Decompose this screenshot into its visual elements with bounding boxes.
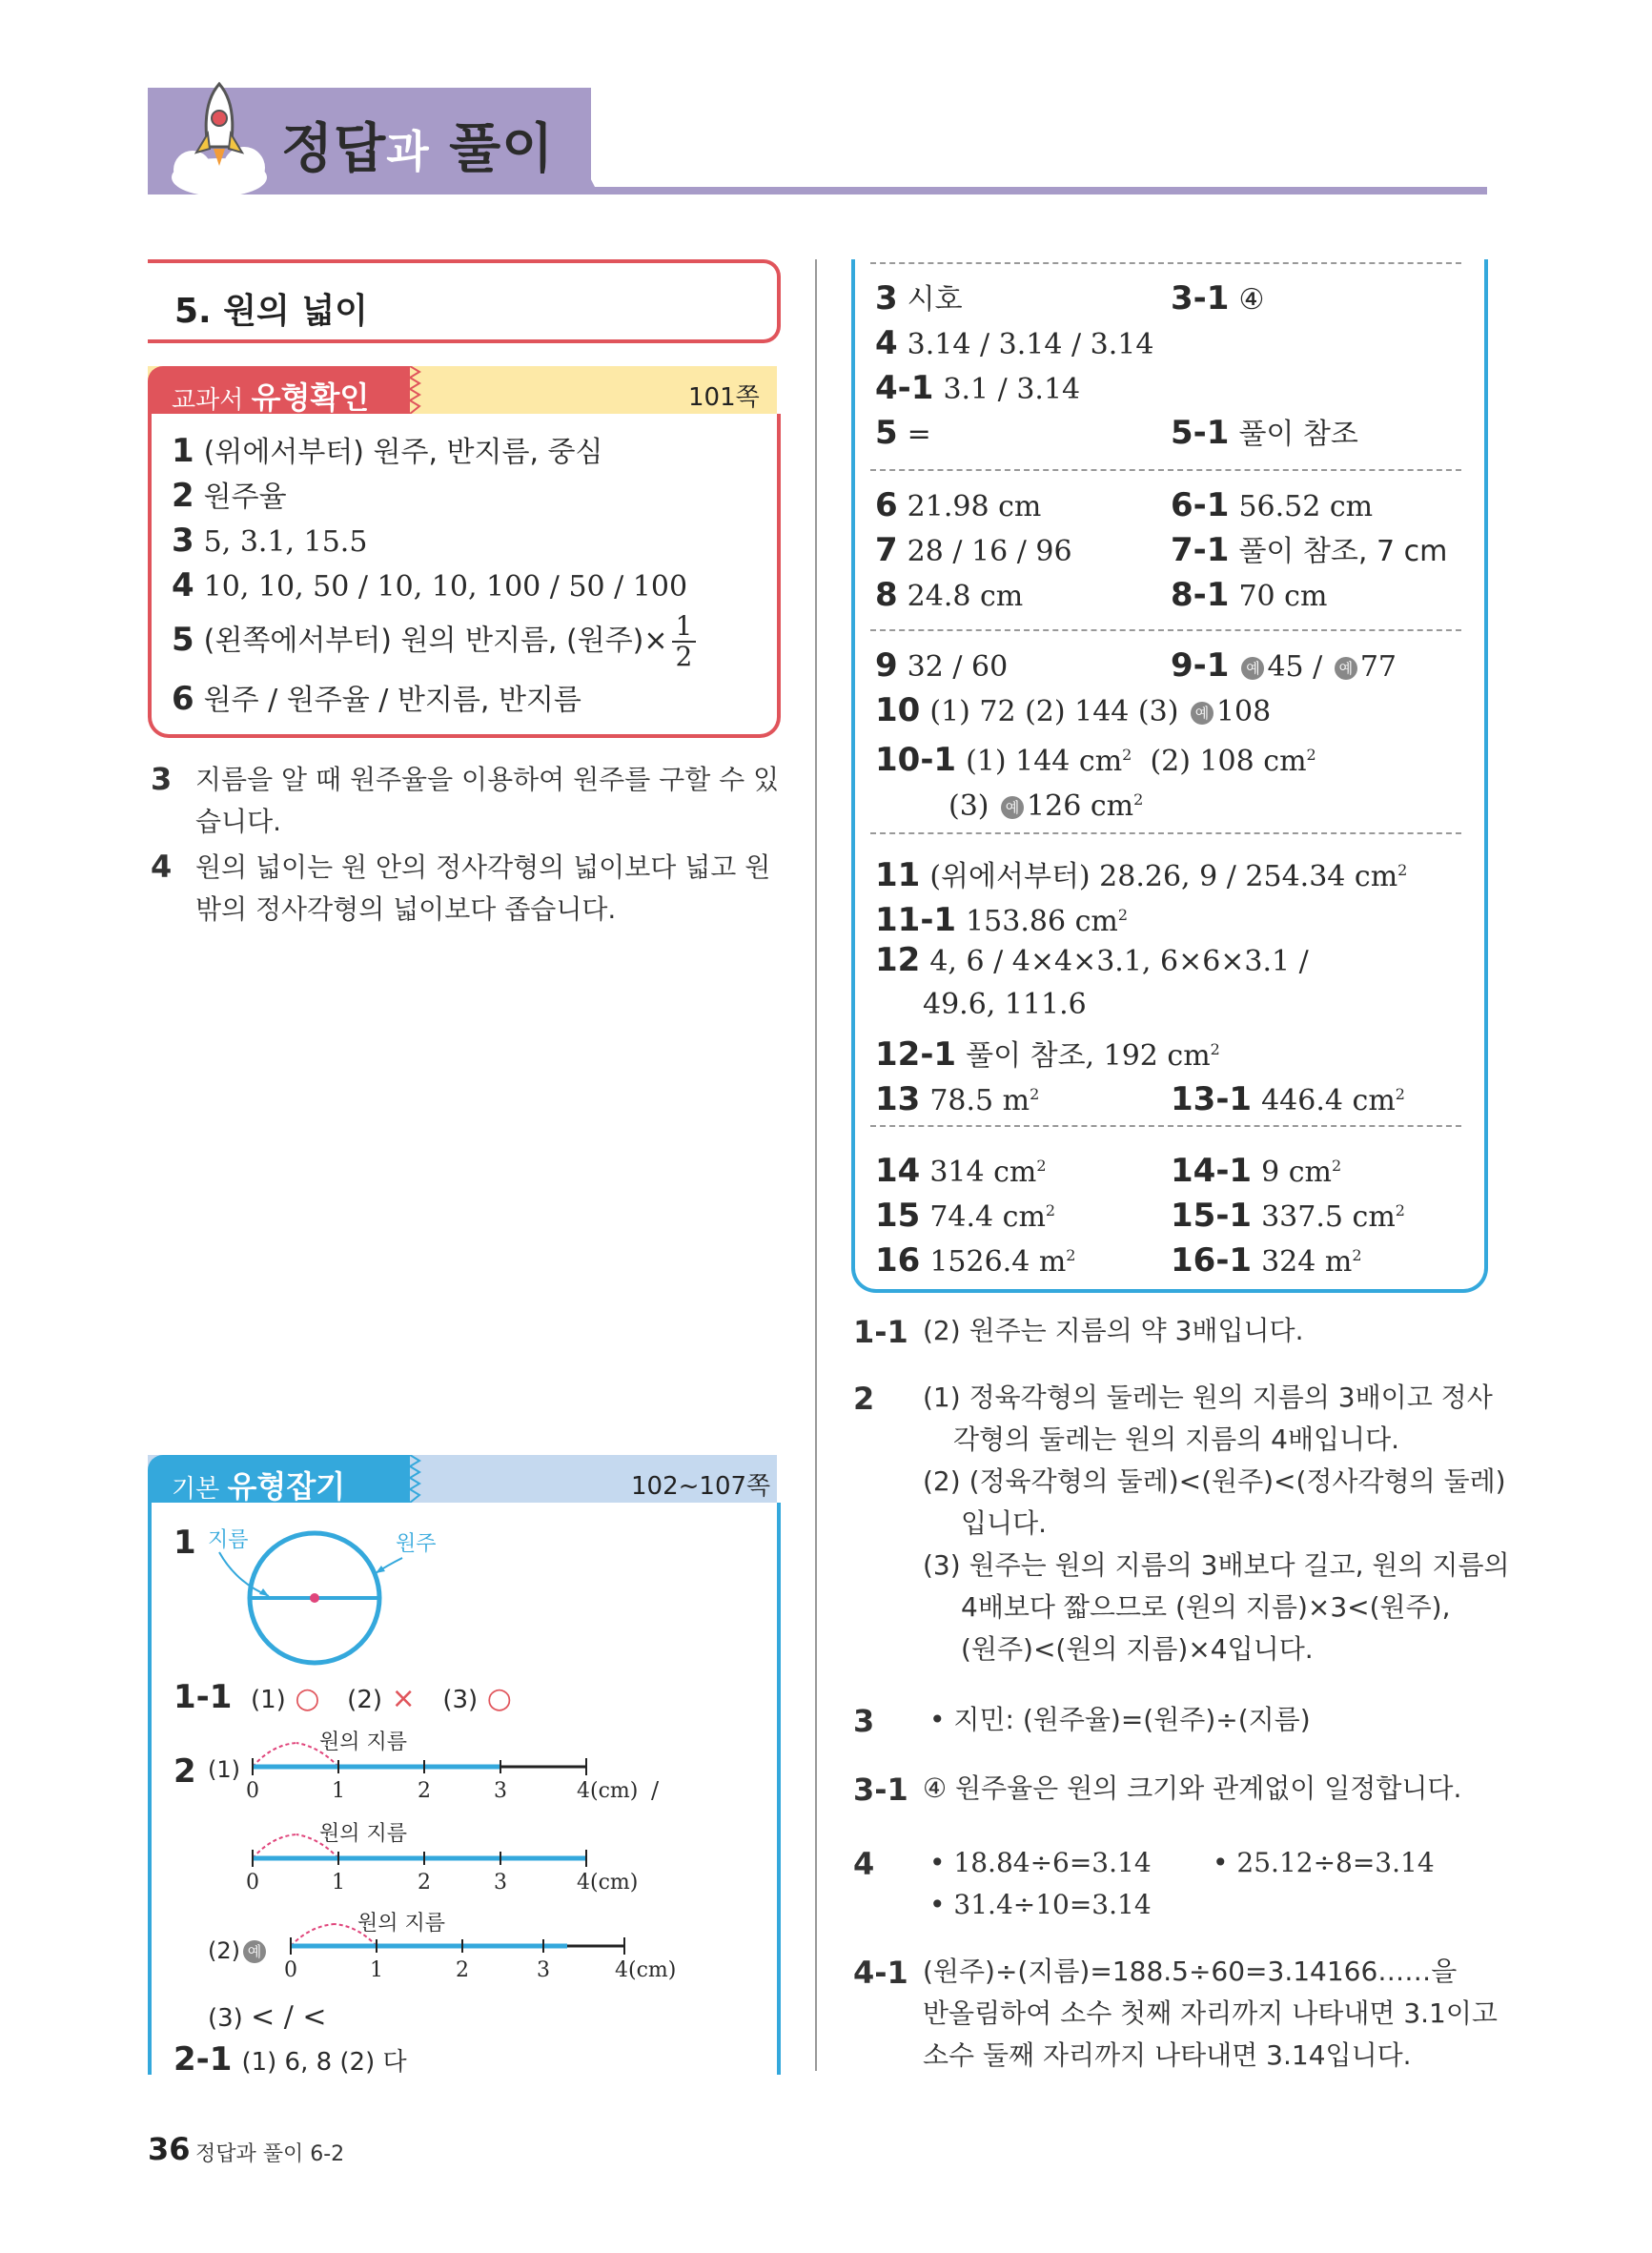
r-ans-6-1: 6-1 56.52 cm: [1171, 486, 1374, 524]
tick-0c: 0: [284, 1958, 297, 1982]
tick-3b: 3: [494, 1871, 507, 1895]
r-ans-13: 13 78.5 $m^2$: [875, 1080, 1040, 1118]
example-badge: 예: [243, 1940, 266, 1963]
b1-answer-6: 6 원주 / 원주율 / 반지름, 반지름: [172, 680, 581, 718]
rexp-text-4c: • 31.4÷10=3.14: [929, 1889, 1152, 1920]
q2-part3: (3) < / <: [208, 2000, 327, 2034]
r-ans-9: 9 32 / 60: [875, 646, 1009, 685]
r-ans-11-1: 11-1 153.86 $cm^2$: [875, 901, 1129, 939]
exp-num-3: 3: [151, 761, 173, 797]
rocket-cloud-icon: [162, 74, 276, 198]
r-ans-6: 6 21.98 cm: [875, 486, 1042, 524]
r-ans-12-1: 12-1 풀이 참조, 192 $cm^2$: [875, 1035, 1220, 1074]
r-ans-8: 8 24.8 cm: [875, 576, 1024, 614]
q1-1-answer: 1-1 (1) ○ (2) × (3) ○: [173, 1678, 512, 1716]
rexp-text-2: (1) 정육각형의 둘레는 원의 지름의 3배이고 정사 각형의 둘레는 원의 지름의 4배입니다. (2) (정육각형의 둘레)<(원주)<(정사각형의 둘레) 입니다. (3) 원주는 원의 지름의 3배보다 길고, 원의 지름의 4배보다 짧으므로 (원의 지름)×3<(원주), (원주)<(원의 지름)×4입니다.: [923, 1382, 1510, 1665]
q2-part1: (1): [208, 1756, 240, 1783]
tick-3c: 3: [537, 1958, 550, 1982]
dash-3: [870, 832, 1461, 834]
r-ans-7: 7 28 / 16 / 96: [875, 531, 1072, 569]
circle-diagram: [191, 1526, 438, 1678]
r-ans-15: 15 74.4 $cm^2$: [875, 1197, 1056, 1235]
dash-top: [870, 262, 1461, 264]
rexp-num-4-1: 4-1: [853, 1955, 908, 1991]
number-line-2: [243, 1825, 596, 1873]
page-title: 정답과 풀이: [281, 118, 555, 180]
rexp-text-4a: • 18.84÷6=3.14: [929, 1847, 1152, 1878]
b1-answer-5: 5 (왼쪽에서부터) 원의 반지름, (원주)× $\frac{1}{2}$: [172, 612, 696, 671]
r-ans-13-1: 13-1 446.4 $cm^2$: [1171, 1080, 1405, 1118]
r-ans-16: 16 1526.4 $m^2$: [875, 1241, 1076, 1280]
rexp-num-1-1: 1-1: [853, 1314, 908, 1350]
header-rule: [148, 187, 1487, 195]
r-ans-10: 10 (1) 72 (2) 144 (3) 예 108: [875, 691, 1272, 729]
r-ans-12-cont: 49.6, 111.6: [923, 988, 1087, 1021]
b1-answer-1: 1 (위에서부터) 원주, 반지름, 중심: [172, 432, 603, 470]
page-number: 36: [148, 2131, 191, 2167]
b1-answer-2: 2 원주율: [172, 477, 287, 515]
tick-0b: 0: [246, 1871, 259, 1895]
box1-label-zigzag: [410, 366, 423, 414]
r-ans-14: 14 314 $cm^2$: [875, 1152, 1047, 1190]
q2-num: 2: [173, 1752, 196, 1791]
r-ans-3: 3 시호: [875, 279, 963, 317]
rexp-num-3-1: 3-1: [853, 1772, 908, 1808]
q1-num: 1: [173, 1524, 196, 1562]
footer-text: 정답과 풀이 6-2: [195, 2142, 345, 2166]
r-ans-12: 12 4, 6 / 4×4×3.1, 6×6×3.1 /: [875, 941, 1309, 979]
b1-answer-3: 3 5, 3.1, 15.5: [172, 522, 368, 560]
arc-label-2: 원의 지름: [319, 1822, 408, 1846]
tick-0: 0: [246, 1779, 259, 1803]
tick-2c: 2: [456, 1958, 469, 1982]
q2-part2: (2) 예: [208, 1937, 269, 1964]
number-line-1: [243, 1733, 596, 1781]
box2-label-text: 기본 유형잡기: [172, 1468, 346, 1505]
dash-4: [870, 1125, 1461, 1127]
tick-4b: 4(cm): [577, 1871, 639, 1895]
arc-label-1: 원의 지름: [319, 1731, 408, 1754]
r-ans-10-1-3: (3) 예 126 $cm^2$: [948, 789, 1144, 823]
rexp-text-3-1: ④ 원주율은 원의 크기와 관계없이 일정합니다.: [923, 1772, 1462, 1804]
rexp-num-4: 4: [853, 1846, 875, 1882]
tick-1: 1: [332, 1779, 345, 1803]
box1-label-text: 교과서 유형확인: [172, 379, 370, 416]
label-circumference: 원주: [396, 1532, 437, 1556]
r-ans-3-1: 3-1 ④: [1171, 279, 1265, 317]
rexp-num-2: 2: [853, 1381, 875, 1417]
exp-text-3: 지름을 알 때 원주율을 이용하여 원주를 구할 수 있 습니다.: [195, 764, 780, 837]
number-line-3: [281, 1913, 634, 1960]
q2-1-answer: 2-1 (1) 6, 8 (2) 다: [173, 2040, 407, 2079]
rexp-text-4-1: (원주)÷(지름)=188.5÷60=3.14166……을 반올림하여 소수 첫째 자리까지 나타내면 3.1이고 소수 둘째 자리까지 나타내면 3.14입니다.: [923, 1956, 1498, 2071]
example-badge: 예: [1241, 657, 1264, 680]
example-badge: 예: [1001, 796, 1024, 819]
exp-num-4: 4: [151, 849, 173, 885]
example-badge: 예: [1191, 702, 1214, 725]
exp-text-4: 원의 넓이는 원 안의 정사각형의 넓이보다 넓고 원 밖의 정사각형의 넓이보다 좁습니다.: [195, 851, 771, 925]
rexp-text-1-1: (2) 원주는 지름의 약 3배입니다.: [923, 1315, 1304, 1346]
dash-2: [870, 629, 1461, 631]
r-ans-4-1: 4-1 3.1 / 3.14: [875, 369, 1081, 407]
r-ans-14-1: 14-1 9 $cm^2$: [1171, 1152, 1342, 1190]
r-ans-8-1: 8-1 70 cm: [1171, 576, 1328, 614]
slash: /: [651, 1777, 660, 1804]
label-diameter: 지름: [208, 1528, 249, 1552]
r-ans-10-1: 10-1 (1) 144 $cm^2$ (2) 108 $cm^2$: [875, 741, 1316, 779]
r-ans-9-1: 9-1 예 45 / 예 77: [1171, 646, 1397, 685]
b1-answer-4: 4 10, 10, 50 / 10, 10, 100 / 50 / 100: [172, 566, 688, 604]
r-ans-5: 5 =: [875, 414, 931, 452]
box2-label-zigzag: [410, 1455, 423, 1503]
tick-1b: 1: [332, 1871, 345, 1895]
r-ans-4: 4 3.14 / 3.14 / 3.14: [875, 324, 1154, 362]
fraction: $\frac{1}{2}$: [672, 612, 697, 671]
tick-3: 3: [494, 1779, 507, 1803]
dash-1: [870, 469, 1461, 471]
rexp-text-3: • 지민: (원주율)=(원주)÷(지름): [929, 1704, 1311, 1735]
section-title: 5. 원의 넓이: [174, 292, 368, 331]
tick-1c: 1: [370, 1958, 383, 1982]
r-ans-11: 11 (위에서부터) 28.26, 9 / 254.34 $cm^2$: [875, 856, 1408, 894]
tick-2: 2: [418, 1779, 431, 1803]
rexp-num-3: 3: [853, 1703, 875, 1739]
tick-4: 4(cm): [577, 1779, 639, 1803]
column-divider: [815, 259, 817, 2071]
arc-label-3: 원의 지름: [357, 1912, 446, 1936]
box2-page: 102~107쪽: [631, 1472, 771, 1501]
r-ans-5-1: 5-1 풀이 참조: [1171, 414, 1358, 452]
r-ans-15-1: 15-1 337.5 $cm^2$: [1171, 1197, 1405, 1235]
example-badge: 예: [1335, 657, 1357, 680]
rexp-text-4b: • 25.12÷8=3.14: [1213, 1847, 1435, 1878]
tick-2b: 2: [418, 1871, 431, 1895]
tick-4c: 4(cm): [615, 1958, 677, 1982]
r-ans-7-1: 7-1 풀이 참조, 7 cm: [1171, 531, 1448, 569]
box1-page: 101쪽: [688, 383, 760, 412]
r-ans-16-1: 16-1 324 $m^2$: [1171, 1241, 1362, 1280]
